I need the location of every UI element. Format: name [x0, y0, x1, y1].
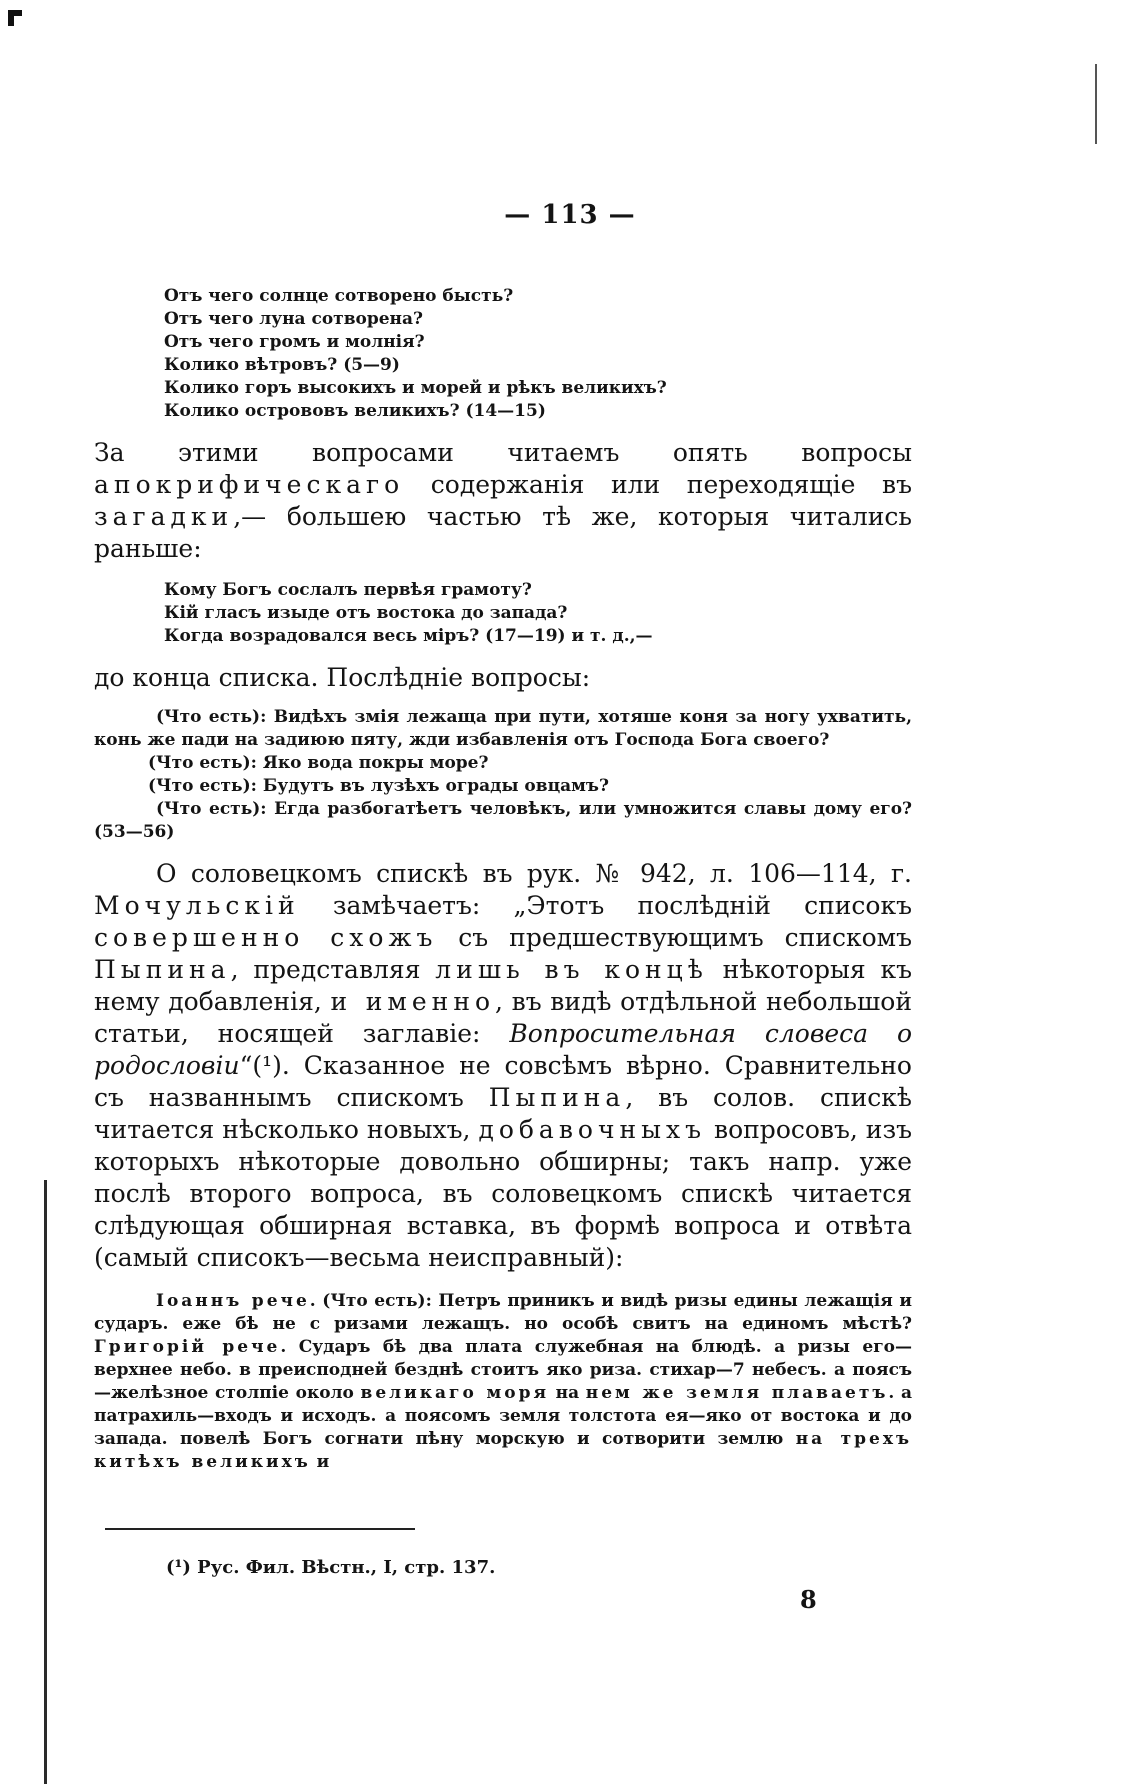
text-run: . Сударъ бѣ два плата служебная на блюдѣ. а ризы его—верхнее небо. в преисподней безднѣ стоитъ яко риза. стихар—7 небесъ. а поясъ—желѣзное столпіе около: [94, 1337, 912, 1403]
question-paragraph: (Что есть): Егда разбогатѣетъ человѣкъ, или умножится славы дому его? (53—56): [94, 799, 912, 842]
text-run: содержанія или переходящіе въ: [404, 470, 912, 499]
text-run: съ предшествующимъ спискомъ: [437, 923, 913, 952]
text-run: . (Что есть): Петръ приникъ и видѣ ризы едины лежащія и сударъ. еже бѣ не с ризами лежащъ. но особѣ свитъ на единомъ мѣстѣ?: [94, 1291, 912, 1334]
spaced-term: на трехъ китѣхъ великихъ: [94, 1429, 912, 1472]
text-run: За этими вопросами читаемъ опять вопросы: [94, 438, 912, 467]
text-run: , въ видѣ отдѣльной небольшой статьи, носящей заглавіе:: [94, 987, 912, 1048]
question-line: Отъ чего солнце сотворено бысть?: [164, 286, 514, 306]
signature-mark: 8: [800, 1585, 817, 1614]
text-run: О соловецкомъ спискѣ въ рук. № 942, л. 106—114, г.: [156, 859, 912, 888]
question-line: Отъ чего громъ и молнія?: [164, 332, 425, 352]
paragraph-solovetsky: [94, 858, 912, 1274]
right-margin-rule: [1095, 64, 1097, 144]
spaced-term: загадки: [94, 502, 234, 531]
footnote-separator: [105, 1528, 415, 1530]
questions-block-3: [94, 706, 912, 844]
spaced-term: добавочныхъ: [478, 1115, 707, 1144]
paragraph-last-questions: до конца списка. Послѣдніе вопросы:: [94, 663, 591, 692]
text-run: нѣкоторыя къ нему добавленія,: [94, 955, 912, 1016]
spaced-term: лишь въ концѣ: [435, 955, 708, 984]
question-line: (Что есть): Яко вода покры море?: [148, 753, 489, 773]
question-line: Кій гласъ изыде отъ востока до запада?: [164, 603, 568, 623]
spaced-term: и именно: [330, 987, 496, 1016]
questions-block-1: [164, 285, 912, 423]
footnote: (¹) Рус. Фил. Вѣстн., I, стр. 137.: [166, 1557, 496, 1578]
text-run: “(¹). Сказанное не совсѣмъ вѣрно. Сравнительно съ названнымъ спискомъ: [94, 1051, 912, 1112]
paragraph-ioann: [94, 1290, 912, 1474]
spaced-term: нем же земля плаваетъ: [585, 1383, 889, 1403]
question-line: Колико горъ высокихъ и морей и рѣкъ великихъ?: [164, 378, 667, 398]
text-run: , представляя: [230, 955, 436, 984]
spaced-term: Пыпина: [488, 1083, 626, 1112]
question-line: Кому Богъ сослалъ первѣя грамоту?: [164, 580, 532, 600]
text-run: и: [310, 1452, 330, 1472]
corner-crop-mark: [8, 10, 22, 26]
text-run: вопросовъ, изъ которыхъ нѣкоторые довольно обширны; такъ напр. уже послѣ второго вопроса, въ соловецкомъ спискѣ читается слѣдующая обширная вставка, въ формѣ вопроса и отвѣта (самый списокъ—весьма неисправный):: [94, 1115, 913, 1272]
spaced-term: совершенно схожъ: [94, 923, 438, 952]
question-paragraph: (Что есть): Видѣхъ змія лежаща при пути, хотяше коня за ногу ухватить, конь же пади на задиюю пяту, жди избавленія отъ Господа Бога своего?: [94, 707, 912, 750]
paragraph-apocryphal: [94, 437, 912, 565]
page-number: — 113 —: [504, 200, 636, 230]
text-run: . а патрахиль—входъ и исходъ. а поясомъ земля толстота ея—яко от востока и до запада. повелѣ Богъ согнати пѣну морскую и сотворити землю: [94, 1383, 912, 1449]
italic-title: Вопросительная словеса о родословіи: [94, 1019, 912, 1080]
text-run: , въ солов. спискѣ читается нѣсколько новыхъ,: [94, 1083, 912, 1144]
spaced-term: Мочульскій: [94, 891, 300, 920]
question-line: Отъ чего луна сотворена?: [164, 309, 423, 329]
question-line: Когда возрадовался весь міръ? (17—19) и т. д.,—: [164, 626, 653, 646]
spaced-term: великаго моря: [360, 1383, 550, 1403]
question-line: (Что есть): Будутъ въ лузѣхъ ограды овцамъ?: [148, 776, 609, 796]
text-run: ,— большею частью тѣ же, которыя читались раньше:: [94, 502, 912, 563]
question-line: Колико вѣтровъ? (5—9): [164, 355, 400, 375]
spaced-term: Григорій рече: [94, 1337, 281, 1357]
left-margin-rule: [44, 1180, 47, 1784]
text-run: на: [549, 1383, 586, 1403]
question-line: Колико острововъ великихъ? (14—15): [164, 401, 546, 421]
questions-block-2: [164, 579, 912, 648]
spaced-term: Іоаннъ рече: [156, 1291, 310, 1311]
spaced-term: апокрифическаго: [94, 470, 405, 499]
text-run: замѣчаетъ: „Этотъ послѣдній списокъ: [299, 891, 912, 920]
text-column: [94, 285, 912, 1474]
spaced-term: Пыпина: [94, 955, 231, 984]
